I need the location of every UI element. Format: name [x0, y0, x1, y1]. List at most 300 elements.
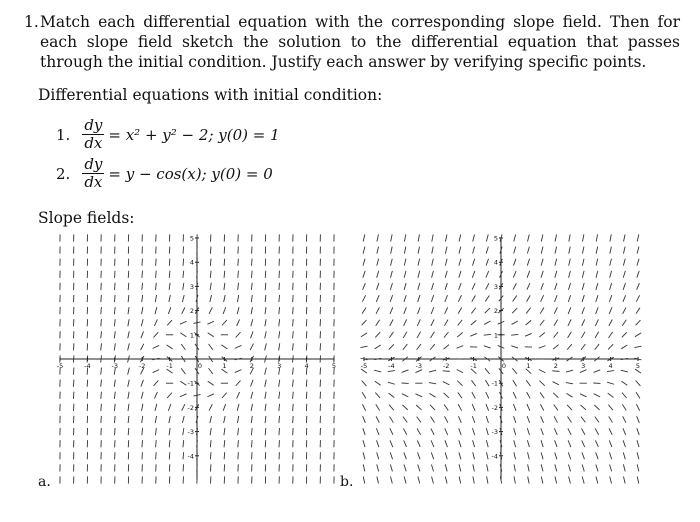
slope-segment [610, 464, 612, 471]
slope-segment [363, 476, 365, 483]
slope-segment [238, 452, 239, 459]
slope-segment [582, 295, 584, 302]
equations-heading: Differential equations with initial condition: [38, 86, 383, 104]
slope-segment [279, 428, 280, 435]
slope-segment [155, 283, 156, 290]
slope-segment [513, 392, 516, 399]
slope-segment [142, 416, 143, 423]
slope-segment [279, 295, 280, 302]
slope-segment [470, 333, 477, 336]
slope-segment [182, 307, 185, 313]
x-tick-label: 2 [249, 362, 254, 370]
slope-segment [444, 416, 447, 422]
slope-segment [182, 295, 184, 302]
slope-segment [208, 333, 214, 337]
problem-number: 1. [24, 13, 39, 31]
slope-segment [418, 271, 420, 278]
slope-segment [238, 271, 239, 278]
slope-segment [595, 319, 598, 326]
slope-segment [87, 319, 88, 326]
slope-segment [623, 416, 626, 422]
slope-segment [361, 333, 367, 337]
slope-segment [513, 271, 516, 278]
slope-segment [306, 343, 307, 350]
slope-segment [607, 382, 614, 384]
slope-segment [636, 392, 640, 398]
slope-segment [293, 368, 294, 375]
x-tick-label: 5 [331, 362, 337, 370]
derivative-fraction [82, 117, 104, 152]
slope-segment [555, 283, 557, 290]
slope-segment [418, 283, 420, 290]
slope-segment [128, 283, 129, 290]
slope-segment [459, 452, 461, 459]
slope-segment [168, 307, 171, 314]
slope-segment [568, 452, 570, 459]
slope-segment [566, 370, 573, 372]
slope-segment [376, 404, 380, 410]
slope-segment [362, 392, 366, 398]
slope-segment [265, 428, 266, 435]
slope-segment [360, 346, 367, 347]
slope-segment [539, 381, 544, 386]
slope-segment [445, 452, 447, 459]
slope-segment [595, 440, 598, 447]
slope-segment [154, 319, 157, 326]
slope-segment [486, 247, 488, 254]
slope-segment [514, 464, 515, 471]
derivative-fraction [82, 156, 104, 191]
slope-segment [513, 259, 515, 266]
slope-segment [265, 392, 266, 399]
slope-segment [293, 307, 294, 314]
slope-segment [251, 380, 254, 387]
slope-segment [459, 271, 461, 278]
slope-segment [377, 234, 379, 241]
x-tick-label: -1 [166, 362, 173, 370]
slope-segment [555, 440, 557, 447]
slope-segment [265, 295, 266, 302]
slope-segment [486, 428, 488, 435]
slope-segment [390, 464, 392, 471]
slope-segment [224, 271, 225, 278]
slope-segment [457, 346, 464, 349]
slope-segment [128, 307, 129, 314]
slope-segment [555, 259, 557, 266]
slope-segment [624, 234, 626, 241]
slope-segment [156, 271, 157, 278]
slope-segment [363, 247, 365, 254]
slope-segment [443, 345, 449, 350]
slope-segment [306, 319, 307, 326]
slope-segment [429, 393, 435, 397]
x-tick-label: 5 [635, 362, 641, 370]
slope-segment [527, 295, 531, 301]
slope-segment [569, 477, 571, 484]
slope-segment [169, 295, 171, 302]
slope-segment [582, 307, 585, 314]
slope-segment [568, 332, 572, 338]
slope-segment [473, 440, 475, 447]
slope-segment [180, 394, 187, 397]
slope-segment [142, 307, 143, 314]
slope-segment [555, 234, 556, 241]
slope-segment [553, 345, 559, 350]
slope-segment [511, 334, 518, 335]
slope-segment [582, 247, 583, 254]
slope-segment [596, 247, 597, 254]
slope-segment [418, 295, 420, 302]
slope-segment [142, 404, 143, 411]
slope-segment [473, 452, 475, 459]
x-tick-label: -1 [470, 362, 477, 370]
slope-segment [622, 320, 626, 326]
slope-segment [183, 440, 184, 447]
slope-segment [486, 271, 489, 278]
slope-segment [471, 380, 475, 386]
slope-segment [390, 320, 393, 326]
slope-segment [128, 380, 130, 387]
slope-segment [637, 283, 640, 290]
y-tick-label: -2 [187, 403, 194, 412]
slope-segment [251, 283, 252, 290]
slope-segment [155, 307, 157, 314]
slope-segment [569, 234, 570, 241]
slope-segment [224, 295, 226, 302]
slope-segment [404, 271, 406, 278]
slope-segment [527, 283, 530, 290]
slope-segment [595, 417, 599, 423]
slope-segment [566, 383, 573, 384]
slope-segment [568, 428, 571, 434]
slope-segment [377, 452, 379, 459]
slope-segment [236, 381, 241, 386]
slope-segment [459, 283, 462, 290]
slope-segment [596, 259, 598, 266]
y-tick-label: -3 [187, 428, 194, 437]
slope-segment [388, 382, 395, 384]
fraction-numerator: dy [84, 116, 103, 134]
slope-segment [527, 392, 530, 398]
slope-segment [555, 247, 557, 254]
slope-segment [596, 464, 598, 471]
slope-segment [183, 271, 184, 278]
slope-segment [623, 476, 625, 483]
slope-segment [221, 345, 227, 349]
slope-segment [377, 247, 379, 254]
slope-segment [154, 392, 157, 399]
slope-segment [210, 283, 211, 290]
slope-segment [418, 452, 421, 459]
slope-segment [183, 428, 184, 435]
slope-segment [514, 416, 516, 423]
slope-segment [622, 332, 627, 337]
slope-segment [390, 307, 393, 314]
slope-segment [279, 380, 280, 387]
slope-segment [153, 381, 158, 386]
slope-segment [554, 295, 557, 302]
slope-segment [541, 440, 543, 447]
slope-segment [526, 320, 531, 325]
slope-segment [512, 308, 517, 313]
x-tick-label: -2 [138, 362, 146, 370]
fraction-denominator: dx [84, 173, 103, 191]
slope-segment [486, 416, 488, 423]
slope-segment [389, 393, 395, 397]
slope-segment [391, 234, 392, 241]
slope-segment [238, 283, 239, 290]
slope-segment [169, 259, 170, 266]
slope-segment [514, 440, 516, 447]
slope-segment [391, 259, 393, 266]
equation-index: 2. [56, 164, 71, 183]
slope-segment [390, 428, 393, 434]
slope-segment [514, 247, 516, 254]
slope-segment [223, 307, 226, 314]
slope-segment [252, 271, 253, 278]
slope-segment [445, 271, 447, 278]
slope-segment [431, 452, 433, 459]
slope-segment [568, 440, 571, 447]
slope-segment [101, 392, 102, 399]
slope-segment [539, 369, 545, 372]
slope-segment [484, 334, 491, 335]
slope-segment [623, 247, 625, 254]
slope-segment [153, 345, 160, 348]
slope-segment [101, 380, 102, 387]
slope-segment [279, 404, 280, 411]
slope-segment [486, 440, 488, 447]
slope-segment [388, 371, 395, 372]
slope-segment [609, 295, 611, 302]
slope-segment [362, 320, 367, 325]
slope-segment [637, 440, 639, 447]
problem-statement [24, 12, 680, 72]
slope-segment [141, 380, 144, 387]
slope-segment [265, 416, 266, 423]
slope-segment [582, 259, 584, 266]
slope-segment [526, 308, 530, 314]
slope-segment [569, 271, 571, 278]
slope-segment [114, 307, 115, 314]
slope-segment [210, 428, 211, 435]
slope-segment [596, 452, 598, 459]
slope-segment [514, 476, 515, 483]
slope-segment [610, 283, 612, 290]
slope-segment [486, 404, 489, 411]
slope-segment [402, 405, 407, 410]
slope-segment [235, 345, 242, 348]
slope-segment [376, 428, 379, 435]
slope-segment [293, 343, 294, 350]
slope-segment [568, 283, 570, 290]
x-tick-label: -2 [442, 362, 450, 370]
slope-segment [404, 319, 407, 326]
slope-segment [377, 440, 379, 447]
slope-segment [183, 259, 184, 266]
slope-segment [527, 247, 529, 254]
slope-segment [581, 417, 585, 423]
slope-segment [637, 428, 639, 435]
y-tick-label: -2 [491, 403, 498, 412]
y-tick-label: -1 [491, 379, 498, 388]
slope-segment [101, 307, 102, 314]
slope-segment [430, 405, 435, 410]
slope-segment [279, 319, 280, 326]
slope-segment [404, 283, 406, 290]
slope-segment [513, 283, 516, 289]
slope-segment [594, 370, 601, 373]
slope-segment [431, 428, 434, 434]
slope-segment [363, 452, 365, 459]
slope-segment [444, 332, 448, 338]
x-tick-label: -5 [56, 362, 64, 370]
slope-segment [609, 452, 611, 459]
slope-segment [541, 247, 543, 254]
slope-segment [265, 319, 266, 326]
slope-segment [511, 346, 518, 348]
slope-segment [636, 381, 641, 386]
slope-segment [569, 259, 571, 266]
slope-segment [238, 259, 239, 266]
slope-segment [101, 368, 102, 375]
slope-segment [182, 404, 185, 410]
slope-segment [445, 428, 448, 435]
slope-segment [634, 346, 641, 347]
x-tick-label: -5 [360, 362, 368, 370]
slope-segment [210, 416, 212, 423]
slope-segment [417, 344, 421, 350]
slope-segment [363, 464, 365, 471]
slope-segment [375, 345, 381, 349]
slope-segment [167, 320, 172, 325]
slope-segment [115, 428, 116, 435]
slope-segment [293, 331, 294, 338]
slope-segment [252, 440, 253, 447]
slope-segment [363, 440, 365, 447]
slope-segment [390, 477, 392, 484]
slope-segment [389, 405, 394, 411]
slope-segment [87, 343, 88, 350]
slope-segment [596, 307, 599, 314]
slope-segment [623, 283, 625, 290]
slope-segment [389, 332, 393, 338]
slope-segment [514, 452, 516, 459]
x-tick-label: 0 [197, 362, 203, 370]
slope-segment [541, 283, 544, 290]
slope-segment [459, 440, 461, 447]
slope-segment [375, 332, 380, 337]
slope-segment [609, 440, 612, 447]
y-tick-label: 2 [493, 307, 498, 316]
slope-segment [528, 235, 530, 242]
slope-segment [237, 307, 239, 314]
equation-2 [56, 156, 273, 191]
slope-segment [251, 428, 252, 435]
slope-segment [169, 440, 170, 447]
slope-segment [540, 392, 544, 398]
slope-segment [418, 307, 421, 314]
slope-segment [555, 464, 557, 471]
slope-segment [457, 369, 463, 372]
slope-segment [637, 452, 639, 459]
slope-segment [487, 464, 488, 471]
y-tick-label: 5 [189, 234, 194, 243]
slope-segment [484, 346, 491, 348]
slope-segment [485, 308, 490, 313]
slope-segment [513, 296, 517, 302]
x-tick-label: 3 [277, 362, 282, 370]
slope-segment [473, 464, 475, 471]
slope-segment [444, 393, 449, 398]
slope-segment [568, 319, 571, 325]
slope-segment [404, 477, 406, 484]
slope-segment [444, 404, 448, 410]
slope-segment [527, 404, 530, 411]
slope-segment [527, 440, 529, 447]
slope-segment [403, 332, 407, 338]
slope-segment [169, 283, 170, 290]
slope-segment [114, 319, 115, 326]
slope-segment [101, 404, 102, 411]
slope-segment [377, 259, 379, 266]
slope-segment [209, 344, 213, 350]
slope-segment [114, 392, 115, 399]
slope-segment [514, 235, 516, 242]
slope-segment [222, 320, 227, 325]
problem-text: Match each differential equation with the corresponding slope field. Then for each slope field sketch the solution to the differential equation that passes through the initial condition. Justify each answer by verifying specific points. [40, 13, 680, 71]
slope-segment [153, 370, 160, 373]
slope-segment [580, 394, 587, 397]
slope-segment [595, 428, 598, 434]
slope-segment [637, 247, 639, 254]
slope-segment [431, 464, 433, 471]
slope-segment [637, 416, 640, 423]
slope-segment [486, 235, 488, 242]
slope-segment [404, 247, 405, 254]
slope-segment [472, 283, 475, 290]
slope-segment [541, 295, 544, 302]
slope-segment [582, 440, 585, 447]
slope-segment [622, 393, 627, 398]
slope-segment [224, 283, 225, 290]
slope-segment [402, 394, 408, 397]
slope-segment [224, 416, 226, 423]
slope-segment [582, 319, 585, 326]
slope-segment [128, 428, 129, 435]
slope-segment [429, 370, 436, 372]
slope-segment [581, 405, 586, 410]
slope-segment [375, 393, 380, 398]
slope-segment [610, 247, 612, 254]
slope-segment [293, 392, 294, 399]
slope-segment [391, 247, 393, 254]
slope-segment [101, 319, 102, 326]
slope-segment [566, 393, 572, 397]
slope-segment [167, 393, 172, 398]
x-tick-label: 4 [608, 362, 613, 370]
slope-segment [594, 405, 599, 410]
slope-segment [180, 333, 186, 337]
slope-segment [554, 416, 557, 422]
slope-segment [403, 344, 407, 350]
slope-segment [169, 452, 170, 459]
slope-segment [128, 295, 129, 302]
slope-segment [141, 331, 144, 338]
slope-segment [554, 320, 558, 326]
slope-segment [251, 319, 253, 326]
slope-segment [554, 404, 558, 410]
